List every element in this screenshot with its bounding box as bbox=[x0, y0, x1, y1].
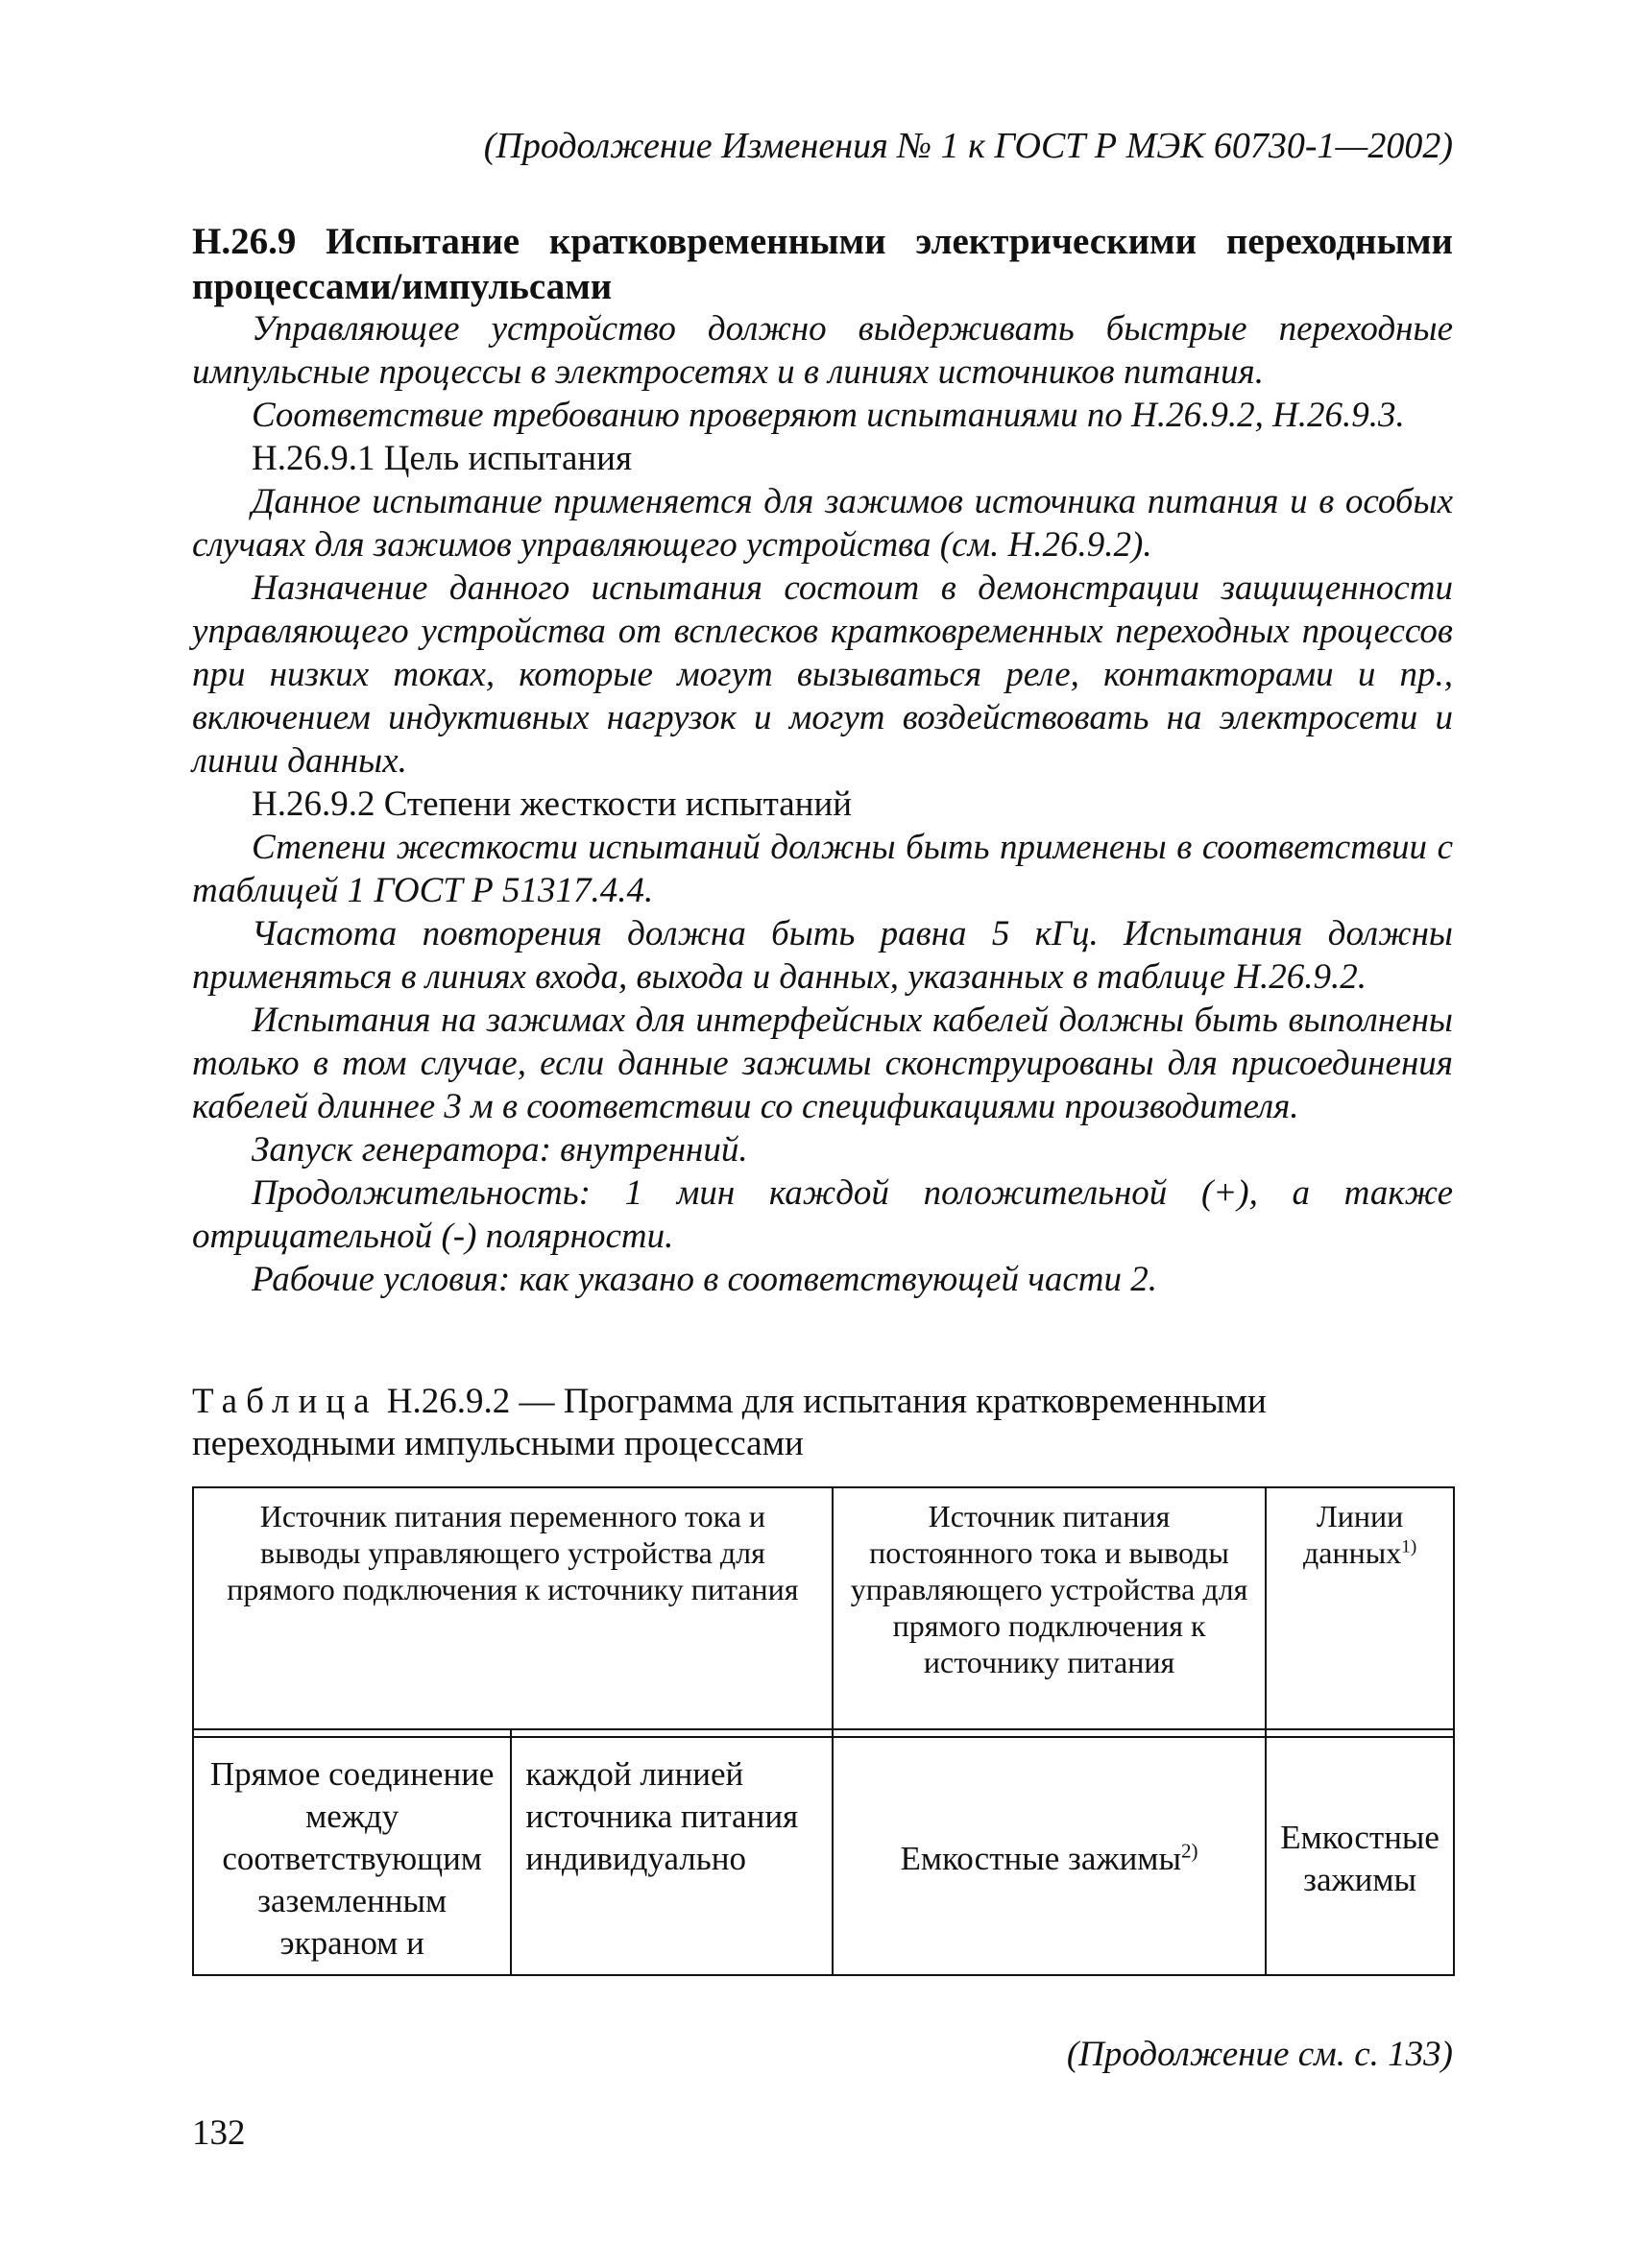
paragraph: Испытания на зажимах для интерфейсных кабелей должны быть выполнены только в том случае, если данные зажимы сконструированы для присоединения кабелей длиннее 3 м в соответствии со спецификациями производителя. bbox=[192, 1001, 1453, 1126]
paragraph: Назначение данного испытания состоит в демонстрации защищенности управляющего устройства от всплесков кратковременных переходных процессов при низких токах, которые могут вызываться реле, контакторами и пр., включением индуктивных нагрузок и могут воздействовать на электросети и линии данных. bbox=[192, 568, 1453, 781]
footnote-marker: 2) bbox=[1180, 1839, 1198, 1863]
paragraph: Продолжительность: 1 мин каждой положительной (+), а также отрицательной (-) полярности. bbox=[192, 1173, 1453, 1256]
cell-dc-capacitive bbox=[833, 1737, 1266, 1975]
table-row bbox=[193, 1737, 1454, 1975]
table-header-row bbox=[193, 1487, 1454, 1729]
table-caption bbox=[192, 1381, 1453, 1465]
cell-ac-each-line: каждой линией источника питания индивидуально bbox=[511, 1737, 832, 1975]
subsection-title: Н.26.9.2 Степени жесткости испытаний bbox=[252, 784, 853, 824]
subsection-title: Н.26.9.1 Цель испытания bbox=[252, 439, 632, 478]
cell-ac-direct-connection: Прямое соединение между соответствующим заземленным экраном и bbox=[193, 1737, 511, 1975]
test-program-table bbox=[192, 1486, 1455, 1976]
paragraph: Степени жесткости испытаний должны быть применены в соответствии с таблицей 1 ГОСТ Р 51317.4.4. bbox=[192, 828, 1453, 910]
paragraph: Запуск генератора: внутренний. bbox=[252, 1130, 748, 1170]
paragraph: Рабочие условия: как указано в соответствующей части 2. bbox=[252, 1260, 1158, 1299]
table-header-separator bbox=[193, 1729, 1454, 1737]
paragraph: Управляющее устройство должно выдерживать быстрые переходные импульсные процессы в электросетях и в линиях источников питания. bbox=[192, 309, 1453, 392]
header-ac-supply: Источник питания переменного тока и выводы управляющего устройства для прямого подключения к источнику питания bbox=[193, 1487, 833, 1729]
continuation-note: (Продолжение см. с. 133) bbox=[1066, 2035, 1453, 2074]
header-data-lines bbox=[1266, 1487, 1454, 1729]
cell-data-capacitive: Емкостные зажимы bbox=[1266, 1737, 1454, 1975]
paragraph: Данное испытание применяется для зажимов источника питания и в особых случаях для зажимов управляющего устройства (см. Н.26.9.2). bbox=[192, 482, 1453, 565]
section-heading: Н.26.9 Испытание кратковременными электрическими переходными процессами/импульсами bbox=[192, 221, 1453, 307]
table-caption-word: Таблица bbox=[192, 1382, 378, 1421]
header-dc-supply: Источник питания постоянного тока и выводы управляющего устройства для прямого подключения к источнику питания bbox=[833, 1487, 1266, 1729]
page-header: (Продолжение Изменения № 1 к ГОСТ Р МЭК 60730-1—2002) bbox=[483, 126, 1453, 166]
section-body bbox=[192, 307, 1453, 1301]
footnote-marker: 1) bbox=[1401, 1536, 1417, 1557]
page-number: 132 bbox=[192, 2113, 246, 2153]
cell-dc-capacitive-text: Емкостные зажимы bbox=[900, 1840, 1181, 1877]
header-data-lines-label: Линии данных bbox=[1303, 1499, 1404, 1570]
paragraph: Частота повторения должна быть равна 5 кГц. Испытания должны применяться в линиях входа, выхода и данных, указанных в таблице Н.26.9.2. bbox=[192, 914, 1453, 997]
table-caption-text: Н.26.9.2 — Программа для испытания кратковременными переходными импульсными процессами bbox=[192, 1382, 1267, 1463]
paragraph: Соответствие требованию проверяют испытаниями по Н.26.9.2, Н.26.9.3. bbox=[252, 396, 1405, 435]
